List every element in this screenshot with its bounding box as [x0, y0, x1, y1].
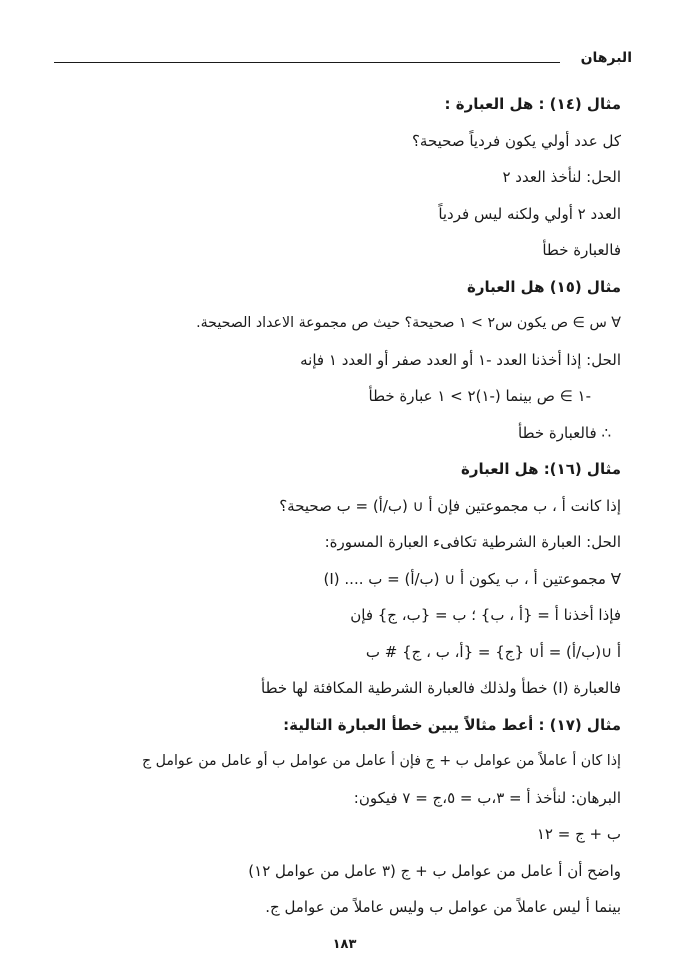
example-16-heading: مثال (١٦): هل العبارة	[460, 460, 621, 478]
example-15-statement: ∀ س ∋ ص يكون س٢ > ١ صحيحة؟ حيث ص مجموعة الاعداد الصحيحة.	[196, 315, 621, 331]
example-14-heading: مثال (١٤) : هل العبارة :	[444, 95, 621, 113]
running-header	[54, 48, 632, 72]
page-number: ١٨٣	[332, 937, 357, 952]
example-16-solution-start: الحل: العبارة الشرطية تكافىء العبارة المسورة:	[324, 533, 621, 551]
page-body	[61, 86, 621, 926]
example-15-conclusion: ∴ فالعبارة خطأ	[518, 423, 611, 442]
example-15-solution-step: -١ ∋ ص بينما (-١)٢ > ١ عبارة خطأ	[368, 387, 591, 405]
header-rule	[54, 62, 560, 63]
example-17-conclusion: بينما أ ليس عاملاً من عوامل ب وليس عاملاً من عوامل ج.	[265, 898, 621, 916]
example-15-solution-start: الحل: إذا أخذنا العدد -١ أو العدد صفر أو العدد ١ فإنه	[300, 350, 621, 369]
example-17-sum: ب + ج = ١٢	[536, 825, 621, 843]
example-15-heading: مثال (١٥) هل العبارة	[466, 277, 621, 296]
example-16-quantified-statement: ∀ مجموعتين أ ، ب يكون أ ∪ (ب/أ) = ب .... (I)	[323, 569, 621, 588]
example-17-proof-start: البرهان: لنأخذ أ = ٣،ب = ٥،ج = ٧ فيكون:	[353, 788, 621, 807]
example-17-statement: إذا كان أ عاملاً من عوامل ب + ج فإن أ عامل من عوامل ب أو عامل من عوامل ج	[141, 753, 621, 769]
example-14-solution-start: الحل: لنأخذ العدد ٢	[502, 168, 621, 186]
example-16-computation: أ ∪(ب/أ) = أ∪ {ج} = {أ، ب ، ج} # ب	[365, 642, 621, 661]
example-14-statement: كل عدد أولي يكون فردياً صحيحة؟	[411, 131, 621, 150]
example-14-solution-step: العدد ٢ أولي ولكنه ليس فردياً	[438, 204, 621, 223]
example-16-conclusion: فالعبارة (I) خطأ ولذلك فالعبارة الشرطية المكافئة لها خطأ	[261, 679, 621, 697]
chapter-title: البرهان	[580, 50, 632, 66]
example-17-heading: مثال (١٧) : أعط مثالاً يبين خطأ العبارة التالية:	[283, 715, 621, 734]
example-14-conclusion: فالعبارة خطأ	[542, 241, 621, 259]
example-16-counterexample-sets: فإذا أخذنا أ = {أ ، ب} ؛ ب = {ب، ج} فإن	[350, 606, 621, 624]
example-17-observation: واضح أن أ عامل من عوامل ب + ج (٣ عامل من عوامل ١٢)	[248, 861, 621, 880]
example-16-statement: إذا كانت أ ، ب مجموعتين فإن أ ∪ (ب/أ) = ب صحيحة؟	[279, 496, 621, 515]
